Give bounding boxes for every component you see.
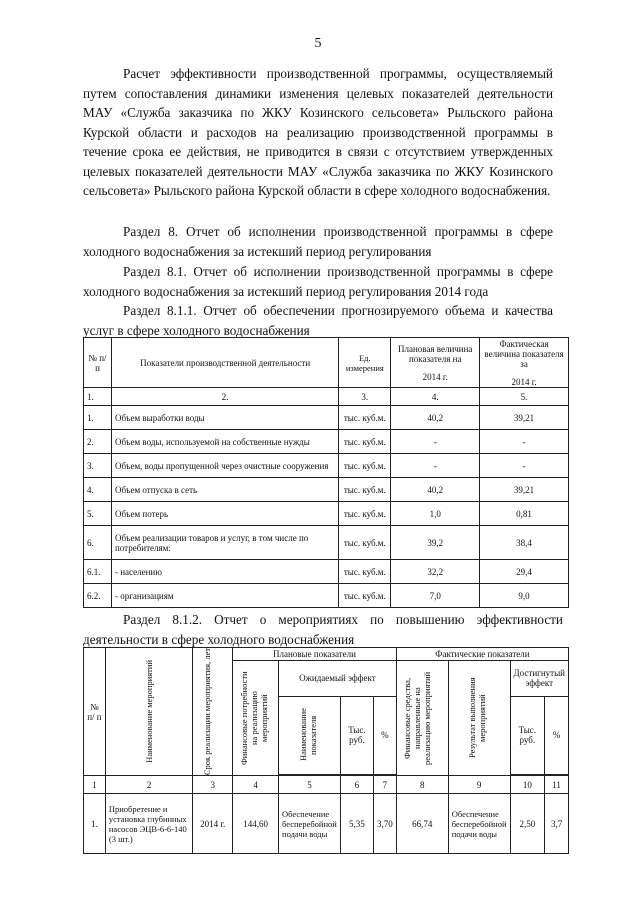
table-row — [84, 794, 569, 854]
th-fin-directed-text: Финансовые средства, направленные на реализацию мероприятий — [402, 671, 433, 765]
th-result-text: Результат выполнения мероприятий — [467, 677, 488, 759]
th-num: № п/п — [84, 338, 112, 388]
cell-plan: 40,2 — [391, 478, 480, 502]
page-number: 5 — [314, 36, 322, 51]
cell-name: Объем воды, используемой на собственные нужды — [111, 430, 338, 454]
index-cell: 8 — [396, 776, 448, 794]
index-cell: 9 — [448, 776, 510, 794]
table-row — [84, 584, 569, 608]
th-indicator: Показатели производственной деятельности — [111, 338, 338, 388]
cell-num: 6. — [84, 526, 112, 560]
th-result — [448, 661, 510, 776]
index-cell: 2 — [105, 776, 192, 794]
cell-num: 3. — [84, 454, 112, 478]
th-fin-need-text: Финансовые потребности на реализацию мероприятий — [238, 671, 269, 765]
section-8-1-heading: Раздел 8.1. Отчет об исполнении производственной программы в сфере холодного водоснабжения за истекший период регулирования 2014 года — [83, 264, 553, 299]
cell-term: 2014 г. — [193, 794, 233, 854]
th-planned-year: 2014 г. — [422, 371, 448, 382]
cell-unit: тыс. куб.м. — [339, 454, 391, 478]
table-index-row — [84, 776, 569, 794]
th-pct: % — [373, 696, 396, 774]
index-cell: 6 — [341, 776, 374, 794]
cell-plan: - — [391, 430, 480, 454]
th-rub: Тыс. руб. — [341, 696, 374, 774]
th-indicator-name-text: Наименование показателя — [297, 708, 318, 762]
cell-num: 1. — [84, 406, 112, 430]
cell-unit: тыс. куб.м. — [339, 406, 391, 430]
cell-plan: - — [391, 454, 480, 478]
index-cell: 7 — [373, 776, 396, 794]
cell-unit: тыс. куб.м. — [339, 502, 391, 526]
th-expected: Ожидаемый эффект — [279, 661, 397, 697]
cell-unit: тыс. куб.м. — [339, 584, 391, 608]
cell-unit: тыс. куб.м. — [339, 560, 391, 584]
cell-name: Объем потерь — [111, 502, 338, 526]
table-row — [84, 430, 569, 454]
th-indicator-name — [279, 696, 341, 774]
cell-rub: 5,35 — [341, 794, 374, 854]
index-cell: 5. — [480, 388, 569, 406]
th-measure-text: Наименование мероприятий — [144, 660, 155, 763]
cell-fin-directed: 66,74 — [396, 794, 448, 854]
cell-fact: 9,0 — [480, 584, 569, 608]
table-row — [84, 478, 569, 502]
th-fin-directed — [396, 661, 448, 776]
th-planned: Плановые показатели — [233, 648, 397, 661]
th-num: № п/ п — [84, 648, 106, 776]
table-row — [84, 406, 569, 430]
section-8-1-2-heading: Раздел 8.1.2. Отчет о мероприятиях по повышению эффективности деятельности в сфере холодного водоснабжения — [83, 612, 563, 647]
cell-indicator: Обеспечение бесперебойной подачи воды — [279, 794, 341, 854]
cell-measure: Приобретение и установка глубинных насосов ЭЦВ-6-6-140 (3 шт.) — [105, 794, 192, 854]
table-efficiency-measures — [83, 647, 569, 854]
index-cell: 2. — [111, 388, 338, 406]
cell-fact: - — [480, 454, 569, 478]
cell-result: Обеспечение бесперебойной подачи воды — [448, 794, 510, 854]
cell-fact: - — [480, 430, 569, 454]
cell-fin-need: 144,60 — [233, 794, 279, 854]
index-cell: 1. — [84, 388, 112, 406]
cell-fact: 0,81 — [480, 502, 569, 526]
section-8-heading: Раздел 8. Отчет об исполнении производственной программы в сфере холодного водоснабжения за истекший период регулирования — [83, 224, 553, 259]
th-planned — [391, 338, 480, 388]
th-planned-label: Плановая величина показателя на — [397, 343, 473, 364]
cell-unit: тыс. куб.м. — [339, 526, 391, 560]
cell-num: 2. — [84, 430, 112, 454]
cell-num: 5. — [84, 502, 112, 526]
table-volume-quality — [83, 337, 569, 608]
cell-rub2: 2,50 — [510, 794, 545, 854]
cell-pct: 3,70 — [373, 794, 396, 854]
cell-name: Объем, воды пропущенной через очистные сооружения — [111, 454, 338, 478]
th-measure — [105, 648, 192, 776]
table-row — [84, 454, 569, 478]
cell-name: - организациям — [111, 584, 338, 608]
th-actual-year: 2014 г. — [511, 376, 537, 387]
th-term-text: Срок реализации мероприятия, лет — [201, 648, 212, 776]
cell-num: 4. — [84, 478, 112, 502]
cell-num: 6.1. — [84, 560, 112, 584]
cell-unit: тыс. куб.м. — [339, 478, 391, 502]
table-row — [84, 502, 569, 526]
cell-name: Объем выработки воды — [111, 406, 338, 430]
th-term — [193, 648, 233, 776]
th-unit: Ед. измерения — [339, 338, 391, 388]
th-fin-need — [233, 661, 279, 776]
cell-name: - населению — [111, 560, 338, 584]
cell-plan: 40,2 — [391, 406, 480, 430]
th-achieved: Достигнутый эффект — [510, 661, 568, 697]
cell-plan: 7,0 — [391, 584, 480, 608]
th-pct2: % — [545, 696, 569, 774]
cell-name: Объем реализации товаров и услуг, в том числе по потребителям: — [111, 526, 338, 560]
cell-pct2: 3,7 — [545, 794, 569, 854]
intro-paragraph: Расчет эффективности производственной программы, осуществляемый путем сопоставления динамики изменения целевых показателей деятельности МАУ «Служба заказчика по ЖКУ Козинского сельсовета» Рыльского района Курской области и расходов на реализацию производственной программы в течение срока ее действия, не приводится в связи с отсутствием утвержденных целевых показателей деятельности МАУ «Служба заказчика по ЖКУ Козинского сельсовета» Рыльского района Курской области в сфере холодного водоснабжения. — [83, 66, 553, 198]
index-cell: 3. — [339, 388, 391, 406]
cell-num: 1. — [84, 794, 106, 854]
table-row — [84, 526, 569, 560]
cell-plan: 1,0 — [391, 502, 480, 526]
table-index-row — [84, 388, 569, 406]
th-rub2: Тыс. руб. — [510, 696, 545, 774]
cell-unit: тыс. куб.м. — [339, 430, 391, 454]
table-row — [84, 560, 569, 584]
index-cell: 4. — [391, 388, 480, 406]
cell-num: 6.2. — [84, 584, 112, 608]
cell-fact: 39,21 — [480, 478, 569, 502]
th-actual: Фактические показатели — [396, 648, 568, 661]
cell-plan: 39,2 — [391, 526, 480, 560]
index-cell: 4 — [233, 776, 279, 794]
index-cell: 3 — [193, 776, 233, 794]
index-cell: 5 — [279, 776, 341, 794]
cell-name: Объем отпуска в сеть — [111, 478, 338, 502]
index-cell: 1 — [84, 776, 106, 794]
index-cell: 10 — [510, 776, 545, 794]
index-cell: 11 — [545, 776, 569, 794]
cell-fact: 38,4 — [480, 526, 569, 560]
cell-fact: 29,4 — [480, 560, 569, 584]
th-actual-label: Фактическая величина показателя за — [484, 338, 564, 369]
cell-fact: 39,21 — [480, 406, 569, 430]
th-actual — [480, 338, 569, 388]
cell-plan: 32,2 — [391, 560, 480, 584]
section-8-1-1-heading: Раздел 8.1.1. Отчет об обеспечении прогнозируемого объема и качества услуг в сфере холодного водоснабжения — [83, 303, 553, 338]
